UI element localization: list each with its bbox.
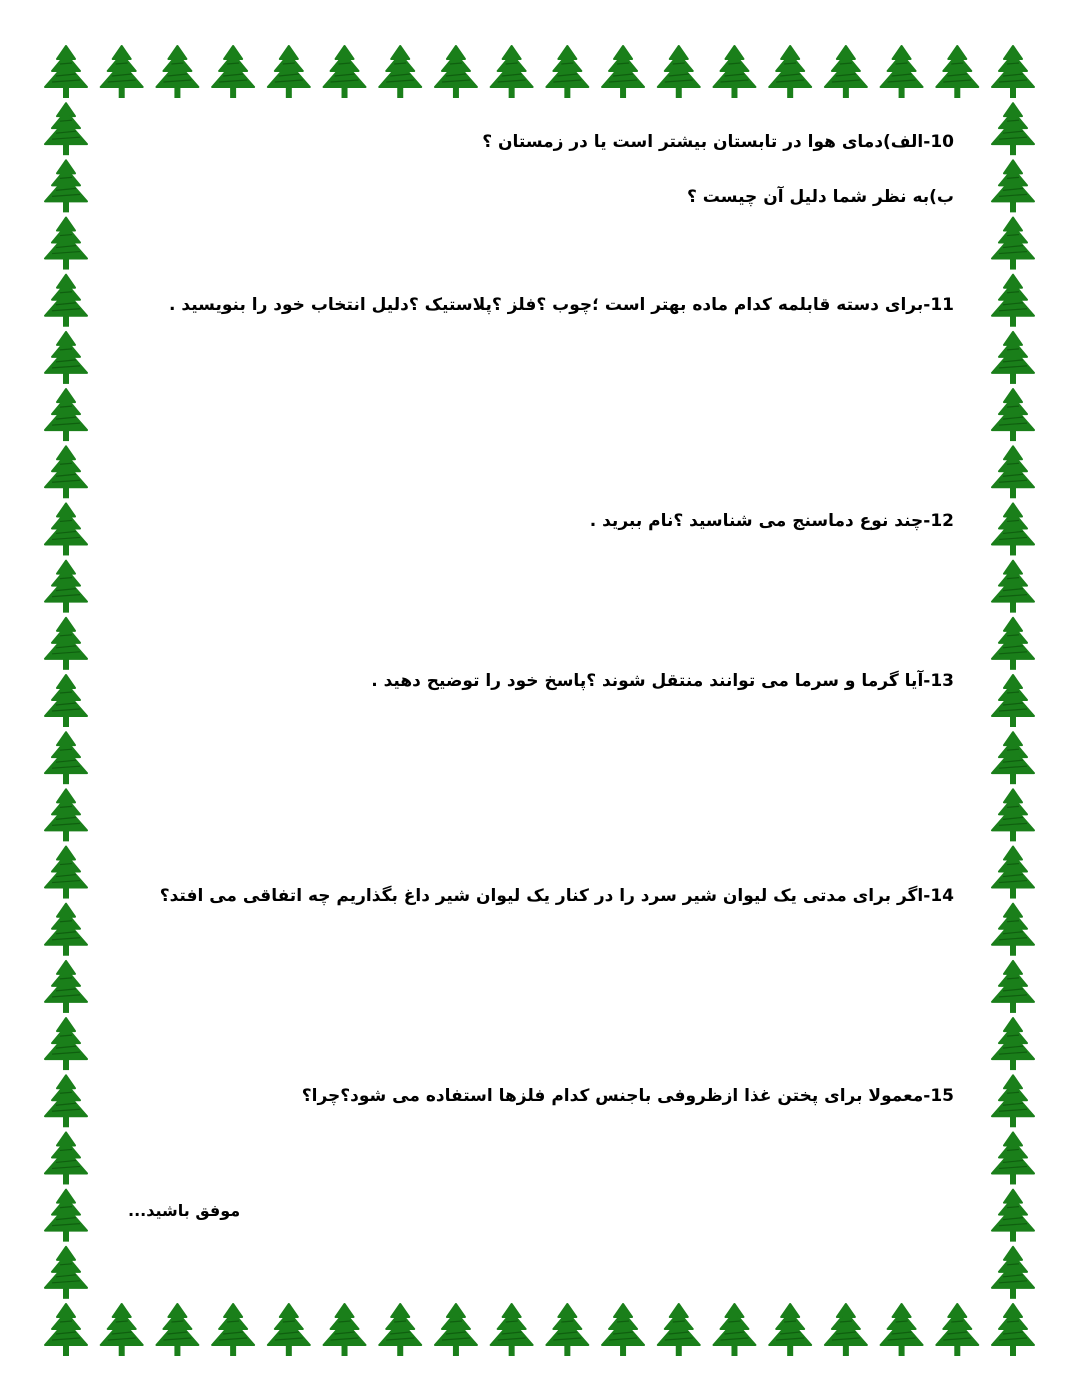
pine-tree-icon bbox=[936, 1304, 978, 1356]
pine-tree-icon bbox=[324, 1304, 366, 1356]
pine-tree-icon bbox=[45, 275, 87, 327]
pine-tree-icon bbox=[101, 46, 143, 98]
pine-tree-icon bbox=[45, 961, 87, 1013]
pine-tree-icon bbox=[992, 1132, 1034, 1184]
pine-tree-icon bbox=[268, 1304, 310, 1356]
pine-tree-icon bbox=[992, 904, 1034, 956]
pine-tree-icon bbox=[45, 160, 87, 212]
pine-tree-icon bbox=[825, 1304, 867, 1356]
pine-tree-icon bbox=[45, 503, 87, 555]
pine-tree-icon bbox=[212, 1304, 254, 1356]
pine-tree-icon bbox=[491, 1304, 533, 1356]
pine-tree-icon bbox=[825, 46, 867, 98]
pine-tree-icon bbox=[713, 1304, 755, 1356]
pine-tree-icon bbox=[45, 1304, 87, 1356]
pine-tree-icon bbox=[992, 847, 1034, 899]
pine-tree-icon bbox=[881, 1304, 923, 1356]
question-14: 14-اگر برای مدتی یک لیوان شیر سرد را در کنار یک لیوان شیر داغ بگذاریم چه اتفاقی می افتد؟ bbox=[159, 886, 954, 906]
question-13: 13-آیا گرما و سرما می توانند منتقل شوند ؟پاسخ خود را توضیح دهید . bbox=[371, 671, 954, 691]
pine-tree-icon bbox=[45, 332, 87, 384]
pine-tree-icon bbox=[45, 1018, 87, 1070]
pine-tree-icon bbox=[602, 46, 644, 98]
pine-tree-icon bbox=[45, 389, 87, 441]
pine-tree-icon bbox=[769, 46, 811, 98]
pine-tree-icon bbox=[992, 503, 1034, 555]
pine-tree-icon bbox=[156, 46, 198, 98]
pine-tree-icon bbox=[658, 46, 700, 98]
pine-tree-icon bbox=[45, 618, 87, 670]
pine-tree-icon bbox=[602, 1304, 644, 1356]
pine-tree-icon bbox=[992, 1018, 1034, 1070]
pine-tree-icon bbox=[45, 1247, 87, 1299]
pine-tree-icon bbox=[268, 46, 310, 98]
pine-tree-icon bbox=[45, 1075, 87, 1127]
pine-tree-icon bbox=[45, 103, 87, 155]
pine-tree-icon bbox=[992, 961, 1034, 1013]
pine-tree-icon bbox=[156, 1304, 198, 1356]
pine-tree-icon bbox=[45, 561, 87, 613]
pine-tree-icon bbox=[881, 46, 923, 98]
pine-tree-icon bbox=[212, 46, 254, 98]
pine-tree-icon bbox=[379, 1304, 421, 1356]
pine-tree-icon bbox=[435, 46, 477, 98]
pine-tree-icon bbox=[45, 847, 87, 899]
pine-tree-icon bbox=[379, 46, 421, 98]
pine-tree-icon bbox=[45, 789, 87, 841]
closing-message: موفق باشید... bbox=[128, 1201, 241, 1220]
pine-tree-icon bbox=[491, 46, 533, 98]
pine-tree-icon bbox=[546, 1304, 588, 1356]
question-11: 11-برای دسته قابلمه کدام ماده بهتر است ؛چوب ؟فلز ؟پلاستیک ؟دلیل انتخاب خود را بنویسید . bbox=[169, 295, 954, 315]
pine-tree-icon bbox=[45, 732, 87, 784]
pine-tree-icon bbox=[45, 46, 87, 98]
pine-tree-icon bbox=[992, 389, 1034, 441]
pine-tree-icon bbox=[769, 1304, 811, 1356]
pine-tree-icon bbox=[992, 732, 1034, 784]
pine-tree-icon bbox=[435, 1304, 477, 1356]
pine-tree-icon bbox=[45, 1190, 87, 1242]
question-10b: ب)به نظر شما دلیل آن چیست ؟ bbox=[687, 187, 954, 207]
pine-tree-icon bbox=[992, 1247, 1034, 1299]
pine-tree-icon bbox=[45, 675, 87, 727]
pine-tree-icon bbox=[45, 1132, 87, 1184]
pine-tree-icon bbox=[45, 218, 87, 270]
pine-tree-icon bbox=[992, 332, 1034, 384]
question-15: 15-معمولا برای پختن غذا ازظروفی باجنس کدام فلزها استفاده می شود؟چرا؟ bbox=[301, 1086, 954, 1106]
pine-tree-icon bbox=[992, 675, 1034, 727]
pine-tree-icon bbox=[324, 46, 366, 98]
pine-tree-icon bbox=[992, 160, 1034, 212]
pine-tree-icon bbox=[992, 1075, 1034, 1127]
pine-tree-icon bbox=[101, 1304, 143, 1356]
pine-tree-icon bbox=[658, 1304, 700, 1356]
question-10a: 10-الف)دمای هوا در تابستان بیشتر است یا در زمستان ؟ bbox=[482, 132, 954, 152]
pine-tree-icon bbox=[45, 904, 87, 956]
pine-tree-icon bbox=[713, 46, 755, 98]
pine-tree-icon bbox=[992, 103, 1034, 155]
question-12: 12-چند نوع دماسنج می شناسید ؟نام ببرید . bbox=[589, 511, 954, 531]
pine-tree-icon bbox=[992, 218, 1034, 270]
pine-tree-icon bbox=[546, 46, 588, 98]
pine-tree-icon bbox=[992, 46, 1034, 98]
pine-tree-icon bbox=[992, 1304, 1034, 1356]
pine-tree-icon bbox=[992, 618, 1034, 670]
pine-tree-icon bbox=[992, 446, 1034, 498]
pine-tree-icon bbox=[936, 46, 978, 98]
pine-tree-icon bbox=[992, 561, 1034, 613]
pine-tree-icon bbox=[992, 1190, 1034, 1242]
pine-tree-icon bbox=[45, 446, 87, 498]
pine-tree-icon bbox=[992, 275, 1034, 327]
pine-tree-icon bbox=[992, 789, 1034, 841]
